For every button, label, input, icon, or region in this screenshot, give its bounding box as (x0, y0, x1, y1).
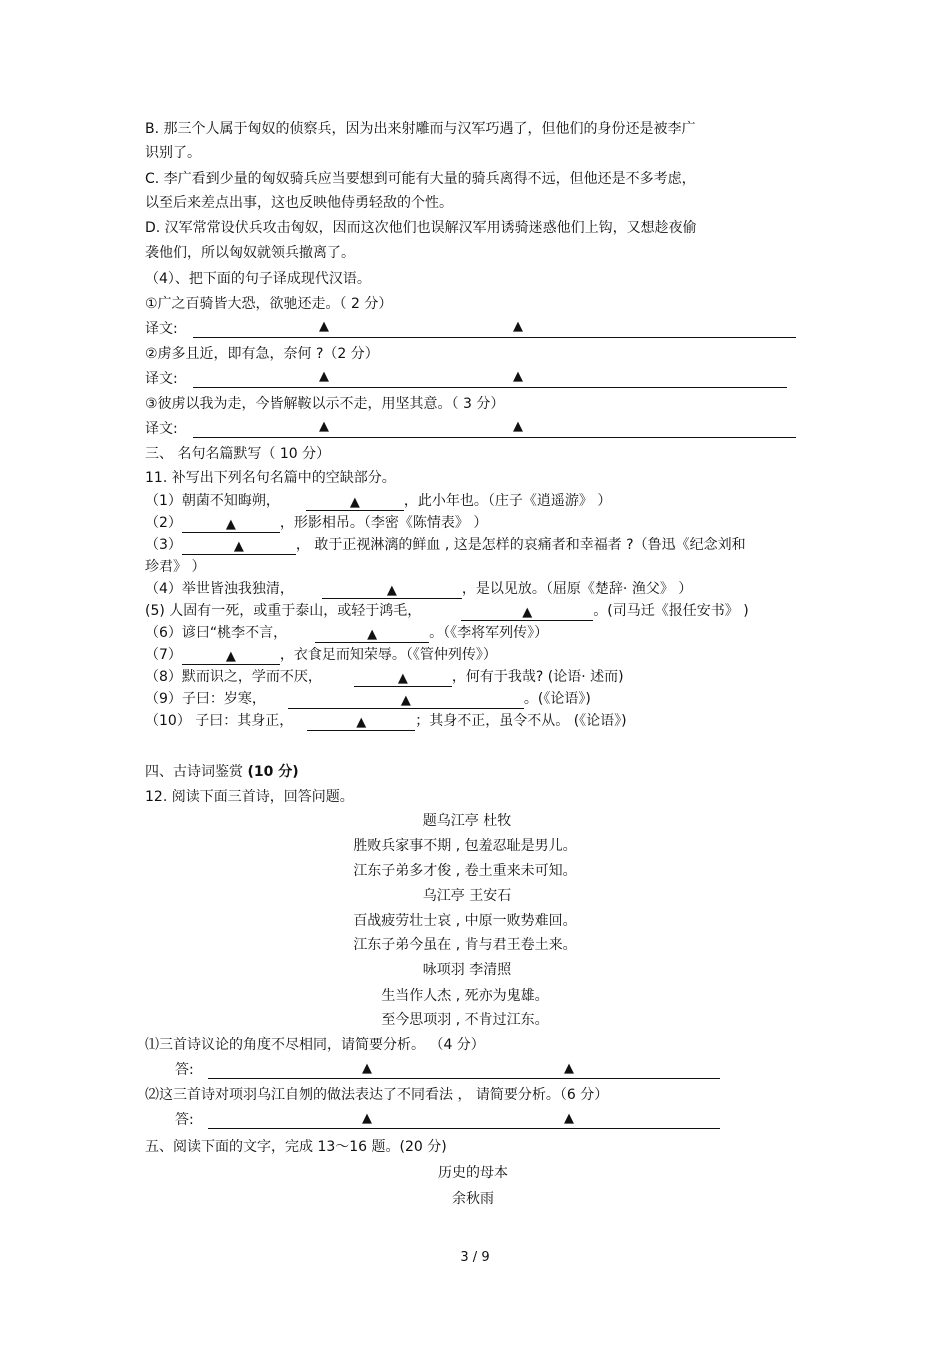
blank-marker: ▲ (349, 495, 360, 510)
blank-marker: ▲ (356, 715, 367, 730)
blank-marker: ▲ (225, 649, 236, 664)
poem3-line1: 生当作人杰 , 死亦为鬼雄。 (381, 988, 549, 1004)
answer-label-2: 答: (175, 1112, 194, 1128)
page-number: 3 / 9 (460, 1250, 490, 1265)
fill-item-1 (145, 491, 611, 511)
item-text: ， 敢于正视淋漓的鲜血 , 这是怎样的哀痛者和幸福者 ?（鲁迅《纪念刘和 (295, 537, 746, 553)
blank[interactable] (354, 670, 452, 687)
item-text: ；其身不正，虽令不从。 (《论语》) (415, 713, 627, 729)
poem3-title: 咏项羽 李清照 (422, 962, 512, 978)
article-author: 余秋雨 (452, 1191, 494, 1207)
blank-marker: ▲ (513, 319, 523, 334)
blank-marker: ▲ (513, 419, 523, 434)
blank[interactable] (182, 648, 280, 665)
blank-marker: ▲ (319, 369, 329, 384)
q12-prompt: 12. 阅读下面三首诗，回答问题。 (145, 789, 354, 805)
fill-item-3-cont: 珍君》 ） (145, 559, 206, 575)
poem1-title: 题乌江亭 杜牧 (422, 813, 512, 829)
item-text: （3） (145, 537, 182, 553)
item-text: （4）举世皆浊我独清， (145, 581, 294, 597)
fill-item-5 (145, 601, 749, 621)
blank[interactable] (288, 692, 524, 709)
item-text: 。（《李将军列传》） (429, 625, 549, 641)
section-title-text: 四、古诗词鉴赏 (145, 764, 243, 780)
item-text: ，衣食足而知荣辱。（《管仲列传》） (279, 647, 497, 663)
answer-line-4[interactable] (208, 1077, 720, 1079)
option-b-line2: 识别了。 (145, 145, 201, 161)
blank-marker: ▲ (362, 1111, 372, 1126)
answer-line-3[interactable] (193, 436, 796, 438)
fill-item-3 (145, 535, 746, 555)
blank-marker: ▲ (400, 693, 411, 708)
poem1-line2: 江东子弟多才俊 , 卷土重来未可知。 (353, 863, 577, 879)
sub-question-2: ⑵这三首诗对项羽乌江自刎的做法表达了不同看法 ， 请简要分析。（6 分） (145, 1087, 609, 1103)
item-text: （8）默而识之，学而不厌， (145, 669, 322, 685)
fill-item-2 (145, 513, 487, 533)
fill-item-6 (145, 623, 548, 643)
translate-label-2: 译文: (145, 371, 178, 387)
poem2-line2: 江东子弟今虽在 , 肯与君王卷土来。 (353, 937, 577, 953)
section3-title: 三、 名句名篇默写（ 10 分） (145, 446, 331, 462)
article-title: 历史的母本 (438, 1165, 508, 1181)
fill-item-10 (145, 711, 627, 731)
blank-marker: ▲ (564, 1111, 574, 1126)
blank[interactable] (182, 538, 296, 555)
translate-label-1: 译文: (145, 321, 178, 337)
fill-item-9 (145, 689, 591, 709)
item-text: （1）朝菌不知晦朔， (145, 493, 280, 509)
fill-item-8 (145, 667, 624, 687)
answer-line-2[interactable] (193, 386, 787, 388)
item-text: ，是以见放。（屈原《楚辞· 渔父》 ） (461, 581, 693, 597)
item-text: ，此小年也。（庄子《逍遥游》 ） (403, 493, 612, 509)
translate-sentence-2: ②虏多且近，即有急，奈何 ?（2 分） (145, 346, 379, 362)
poem2-line1: 百战疲劳壮士哀 , 中原一败势难回。 (353, 913, 577, 929)
option-c-line2: 以至后来差点出事，这也反映他侍勇轻敌的个性。 (145, 195, 453, 211)
section5-title: 五、阅读下面的文字，完成 13～16 题。(20 分) (145, 1139, 447, 1155)
blank[interactable] (315, 626, 429, 643)
item-text: （6）谚曰“桃李不言， (145, 625, 288, 641)
answer-line-5[interactable] (208, 1127, 720, 1129)
translate-sentence-3: ③彼虏以我为走，今皆解鞍以示不走，用坚其意。（ 3 分） (145, 396, 505, 412)
translate-sentence-1: ①广之百骑皆大恐，欲驰还走。（ 2 分） (145, 296, 393, 312)
blank-marker: ▲ (319, 419, 329, 434)
item-text: （2） (145, 515, 182, 531)
translate-heading: （4）、把下面的句子译成现代汉语。 (145, 271, 371, 287)
blank-marker: ▲ (513, 369, 523, 384)
blank-marker: ▲ (386, 583, 397, 598)
item-text: ，形影相吊。（李密《陈情表》 ） (279, 515, 488, 531)
translate-label-3: 译文: (145, 421, 178, 437)
blank-marker: ▲ (225, 517, 236, 532)
blank-marker: ▲ (564, 1061, 574, 1076)
blank-marker: ▲ (397, 671, 408, 686)
item-text: （9）子曰：岁寒， (145, 691, 266, 707)
blank-marker: ▲ (319, 319, 329, 334)
item-text: ，何有于我哉? (论语· 述而) (451, 669, 624, 685)
section-score: (10 分) (247, 764, 299, 780)
item-text: （7） (145, 647, 182, 663)
blank[interactable] (322, 582, 462, 599)
sub-question-1: ⑴三首诗议论的角度不尽相同，请简要分析。 （4 分） (145, 1037, 485, 1053)
blank-marker: ▲ (233, 539, 244, 554)
section4-title (145, 762, 299, 782)
answer-label-1: 答: (175, 1062, 194, 1078)
fill-item-7 (145, 645, 497, 665)
option-b-line1: B. 那三个人属于匈奴的侦察兵，因为出来射雕而与汉军巧遇了，但他们的身份还是被李广 (145, 121, 696, 137)
item-text: 。(《论语》) (523, 691, 591, 707)
option-c-line1: C. 李广看到少量的匈奴骑兵应当要想到可能有大量的骑兵离得不远，但他还是不多考虑， (145, 171, 696, 187)
item-text: (5) 人固有一死，或重于泰山，或轻于鸿毛， (145, 603, 422, 619)
blank[interactable] (307, 714, 415, 731)
blank[interactable] (306, 494, 404, 511)
blank-marker: ▲ (367, 627, 378, 642)
poem1-line1: 胜败兵家事不期 , 包羞忍耻是男儿。 (353, 838, 577, 854)
blank[interactable] (461, 604, 593, 621)
blank-marker: ▲ (362, 1061, 372, 1076)
answer-line-1[interactable] (193, 336, 796, 338)
option-d-line2: 袭他们，所以匈奴就领兵撤离了。 (145, 245, 355, 261)
q11-prompt: 11. 补写出下列名句名篇中的空缺部分。 (145, 470, 396, 486)
item-text: 。(司马迁《报任安书》 ) (593, 603, 749, 619)
option-d-line1: D. 汉军常常设伏兵攻击匈奴，因而这次他们也误解汉军用诱骑迷惑他们上钩，又想趁夜偷 (145, 220, 697, 236)
fill-item-4 (145, 579, 692, 599)
item-text: （10） 子曰：其身正， (145, 713, 294, 729)
blank-marker: ▲ (522, 605, 533, 620)
blank[interactable] (182, 516, 280, 533)
poem2-title: 乌江亭 王安石 (422, 888, 512, 904)
poem3-line2: 至今思项羽 , 不肯过江东。 (381, 1012, 549, 1028)
